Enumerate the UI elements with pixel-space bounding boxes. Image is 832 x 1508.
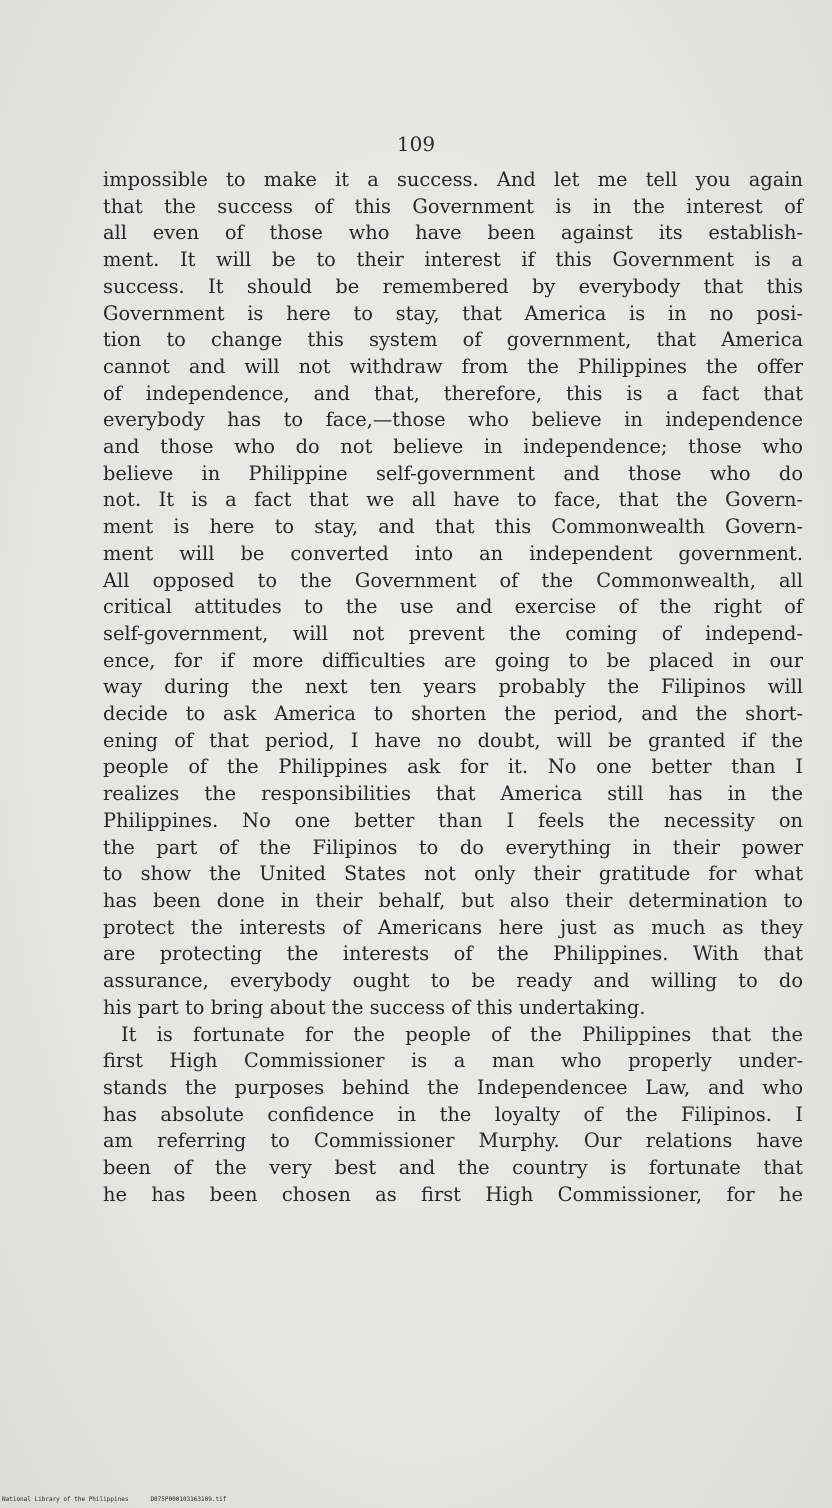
text-line: has absolute confidence in the loyalty of the Filipinos. I [103,1102,803,1126]
text-line: his part to bring about the success of this undertaking. [103,995,646,1019]
text-line: are protecting the interests of the Philippines. With that [103,942,803,966]
text-line: everybody has to face,—those who believe in independence [103,408,803,432]
text-line: critical attitudes to the use and exercise of the right of [103,595,803,619]
scan-footer [2,1496,226,1504]
text-line: and those who do not believe in independence; those who [103,435,803,459]
text-line: been of the very best and the country is fortunate that [103,1156,803,1180]
text-line: cannot and will not withdraw from the Philippines the offer [103,354,803,378]
text-line: impossible to make it a success. And let me tell you again [103,168,803,191]
paragraph-start-line: It is fortunate for the people of the Philippines that the [121,1022,803,1046]
text-line: protect the interests of Americans here just as much as they [103,915,803,939]
text-line: realizes the responsibilities that America still has in the [103,782,803,806]
text-line: assurance, everybody ought to be ready and willing to do [103,969,803,993]
text-line: ment will be converted into an independent government. [103,541,803,565]
footer-library: National Library of the Philippines [2,1496,129,1503]
text-line: that the success of this Government is in the interest of [103,194,803,218]
text-line: self-government, will not prevent the coming of independ- [103,621,803,645]
text-line: way during the next ten years probably the Filipinos will [103,675,803,699]
text-line: Philippines. No one better than I feels the necessity on [103,808,803,832]
page-number: 109 [396,132,436,156]
text-line: ening of that period, I have no doubt, will be granted if the [103,728,803,752]
text-line: Government is here to stay, that America is in no posi- [103,301,803,325]
body-text [103,167,803,1208]
text-line: believe in Philippine self-government and those who do [103,461,803,485]
footer-file-name: D075P000103163109.tif [150,1496,227,1503]
text-line: not. It is a fact that we all have to face, that the Govern- [103,488,803,512]
text-line: people of the Philippines ask for it. No one better than I [103,755,803,779]
text-line: first High Commissioner is a man who properly under- [103,1049,803,1073]
text-line: of independence, and that, therefore, this is a fact that [103,381,803,405]
text-line: has been done in their behalf, but also their determination to [103,888,803,912]
text-line: ence, for if more difficulties are going to be placed in our [103,648,803,672]
text-line: ment is here to stay, and that this Commonwealth Govern- [103,515,803,539]
text-line: the part of the Filipinos to do everything in their power [103,835,803,859]
text-line: ment. It will be to their interest if this Government is a [103,248,803,272]
text-line: stands the purposes behind the Independencee Law, and who [103,1075,803,1099]
text-line: am referring to Commissioner Murphy. Our relations have [103,1129,803,1153]
text-line: to show the United States not only their gratitude for what [103,862,803,886]
text-line: success. It should be remembered by everybody that this [103,274,803,298]
text-line: decide to ask America to shorten the period, and the short- [103,702,803,726]
text-line: tion to change this system of government, that America [103,328,803,352]
text-line: he has been chosen as first High Commissioner, for he [103,1182,803,1206]
text-line: All opposed to the Government of the Commonwealth, all [103,568,803,592]
text-line: all even of those who have been against its establish- [103,221,803,245]
